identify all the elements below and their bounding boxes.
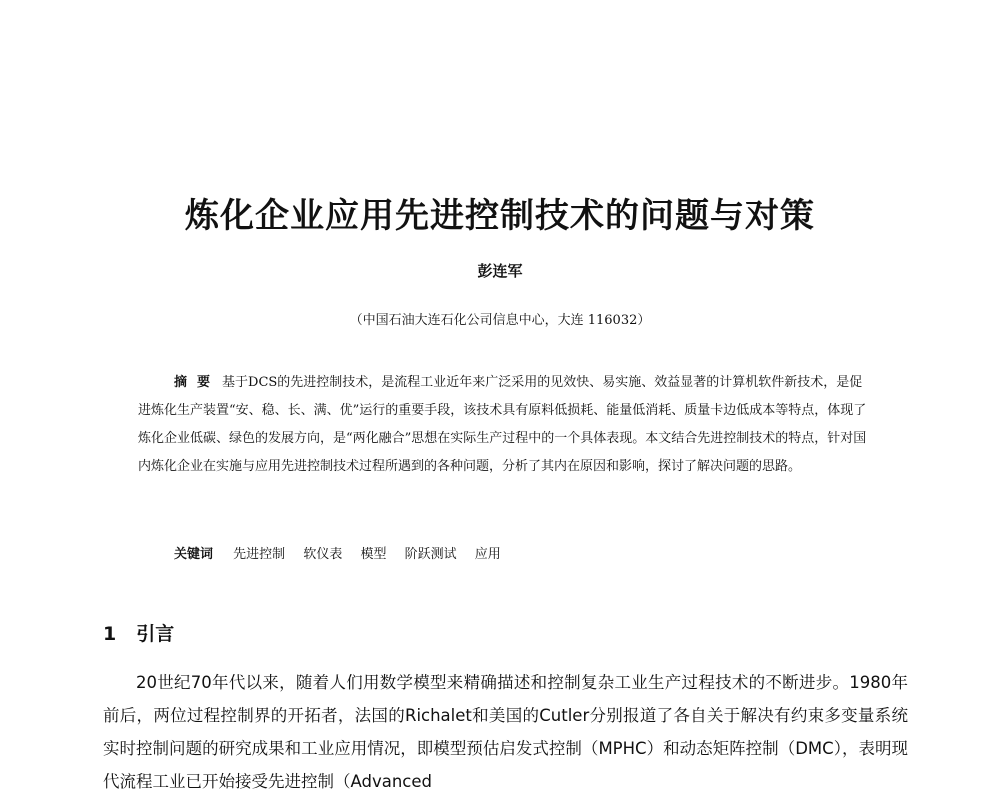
- keyword-item: 先进控制: [233, 547, 286, 562]
- section-title: 引言: [136, 623, 175, 645]
- author-name: 彭连军: [477, 262, 523, 280]
- keyword-item: 模型: [360, 547, 387, 562]
- keyword-item: 应用: [474, 547, 501, 562]
- keyword-item: 阶跃测试: [404, 547, 457, 562]
- keywords-line: [174, 542, 874, 568]
- keyword-item: 软仪表: [303, 547, 343, 562]
- abstract-label: 摘要: [174, 375, 221, 390]
- abstract-text: 基于DCS的先进控制技术，是流程工业近年来广泛采用的见效快、易实施、效益显著的计算机软件新技术，是促进炼化生产装置“安、稳、长、满、优”运行的重要手段，该技术具有原料低损耗、能量低消耗、质量卡边低成本等特点，体现了炼化企业低碳、绿色的发展方向，是“两化融合”思想在实际生产过程中的一个具体表现。本文结合先进控制技术的特点，针对国内炼化企业在实施与应用先进控制技术过程所遇到的各种问题，分析了其内在原因和影响，探讨了解决问题的思路。: [138, 375, 867, 474]
- author-affiliation: （中国石油大连石化公司信息中心，大连 116032）: [349, 313, 651, 328]
- keywords-label: 关键词: [174, 547, 214, 562]
- section-heading: [103, 619, 174, 649]
- section-number: 1: [103, 623, 117, 645]
- section-paragraph: 20世纪70年代以来，随着人们用数学模型来精确描述和控制复杂工业生产过程技术的不断进步。1980年前后，两位过程控制界的开拓者，法国的Richalet和美国的Cutler分别报道了各自关于解决有约束多变量系统实时控制问题的研究成果和工业应用情况，即模型预估启发式控制（MPHC）和动态矩阵控制（DMC），表明现代流程工业已开始接受先进控制（Advanced: [103, 673, 908, 791]
- abstract-block: [138, 369, 873, 481]
- paper-title: 炼化企业应用先进控制技术的问题与对策: [185, 196, 815, 236]
- abstract-paragraph: [138, 369, 873, 481]
